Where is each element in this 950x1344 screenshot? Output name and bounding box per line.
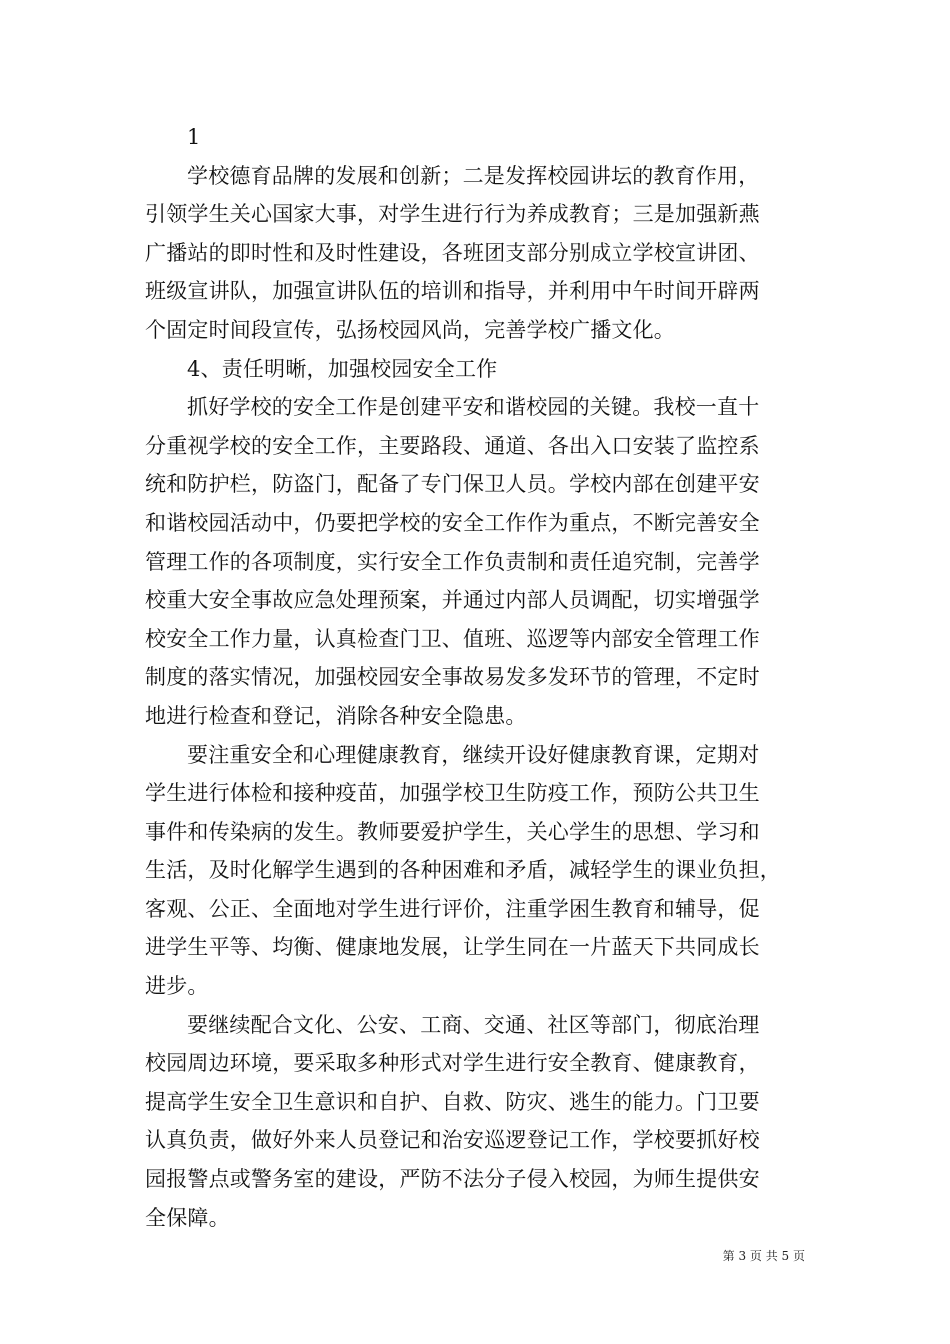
paragraph-line: 客观、公正、全面地对学生进行评价，注重学困生教育和辅导，促	[145, 896, 760, 921]
paragraph-line: 管理工作的各项制度，实行安全工作负责制和责任追究制，完善学	[145, 549, 760, 574]
paragraph-line: 进学生平等、均衡、健康地发展，让学生同在一片蓝天下共同成长	[145, 935, 760, 960]
paragraph-line: 学校德育品牌的发展和创新；二是发挥校园讲坛的教育作用，	[187, 163, 760, 188]
section-heading-text: 4、责任明晰，加强校园安全工作	[187, 356, 498, 381]
paragraph-line: 进步。	[145, 974, 209, 999]
paragraph-line: 园报警点或警务室的建设，严防不法分子侵入校园，为师生提供安	[145, 1167, 760, 1192]
paragraph-line: 抓好学校的安全工作是创建平安和谐校园的关键。我校一直十	[187, 395, 760, 420]
paragraph-line: 要继续配合文化、公安、工商、交通、社区等部门，彻底治理	[187, 1012, 760, 1037]
page-marker: 1	[187, 125, 201, 149]
page-number-footer: 第 3 页 共 5 页	[722, 1249, 805, 1263]
section-heading	[145, 350, 835, 389]
paragraph-campus-environment	[145, 1006, 835, 1238]
paragraph-line: 全保障。	[145, 1205, 230, 1230]
paragraph-line: 统和防护栏，防盗门，配备了专门保卫人员。学校内部在创建平安	[145, 472, 760, 497]
paragraph-line: 生活，及时化解学生遇到的各种困难和矛盾，减轻学生的课业负担，	[145, 858, 781, 883]
paragraph-line: 校园周边环境，要采取多种形式对学生进行安全教育、健康教育，	[145, 1051, 760, 1076]
paragraph-line: 班级宣讲队，加强宣讲队伍的培训和指导，并利用中午时间开辟两	[145, 279, 760, 304]
paragraph-health-education	[145, 736, 835, 1006]
paragraph-line: 引领学生关心国家大事，对学生进行行为养成教育；三是加强新燕	[145, 202, 760, 227]
paragraph-moral-brand	[145, 157, 835, 350]
paragraph-line: 分重视学校的安全工作，主要路段、通道、各出入口安装了监控系	[145, 433, 760, 458]
paragraph-line: 制度的落实情况，加强校园安全事故易发多发环节的管理，不定时	[145, 665, 760, 690]
paragraph-line: 提高学生安全卫生意识和自护、自救、防灾、逃生的能力。门卫要	[145, 1089, 760, 1114]
paragraph-line: 和谐校园活动中，仍要把学校的安全工作作为重点，不断完善安全	[145, 510, 760, 535]
document-body	[145, 118, 835, 1237]
paragraph-line: 认真负责，做好外来人员登记和治安巡逻登记工作，学校要抓好校	[145, 1128, 760, 1153]
paragraph-line: 校安全工作力量，认真检查门卫、值班、巡逻等内部安全管理工作	[145, 626, 760, 651]
paragraph-line: 学生进行体检和接种疫苗，加强学校卫生防疫工作，预防公共卫生	[145, 781, 760, 806]
paragraph-line: 校重大安全事故应急处理预案，并通过内部人员调配，切实增强学	[145, 588, 760, 613]
paragraph-line: 事件和传染病的发生。教师要爱护学生，关心学生的思想、学习和	[145, 819, 760, 844]
paragraph-line: 个固定时间段宣传，弘扬校园风尚，完善学校广播文化。	[145, 317, 675, 342]
paragraph-line: 要注重安全和心理健康教育，继续开设好健康教育课，定期对	[187, 742, 760, 767]
paragraph-line: 地进行检查和登记，消除各种安全隐患。	[145, 703, 527, 728]
paragraph-line: 广播站的即时性和及时性建设，各班团支部分别成立学校宣讲团、	[145, 240, 760, 265]
paragraph-safety-work	[145, 388, 835, 735]
